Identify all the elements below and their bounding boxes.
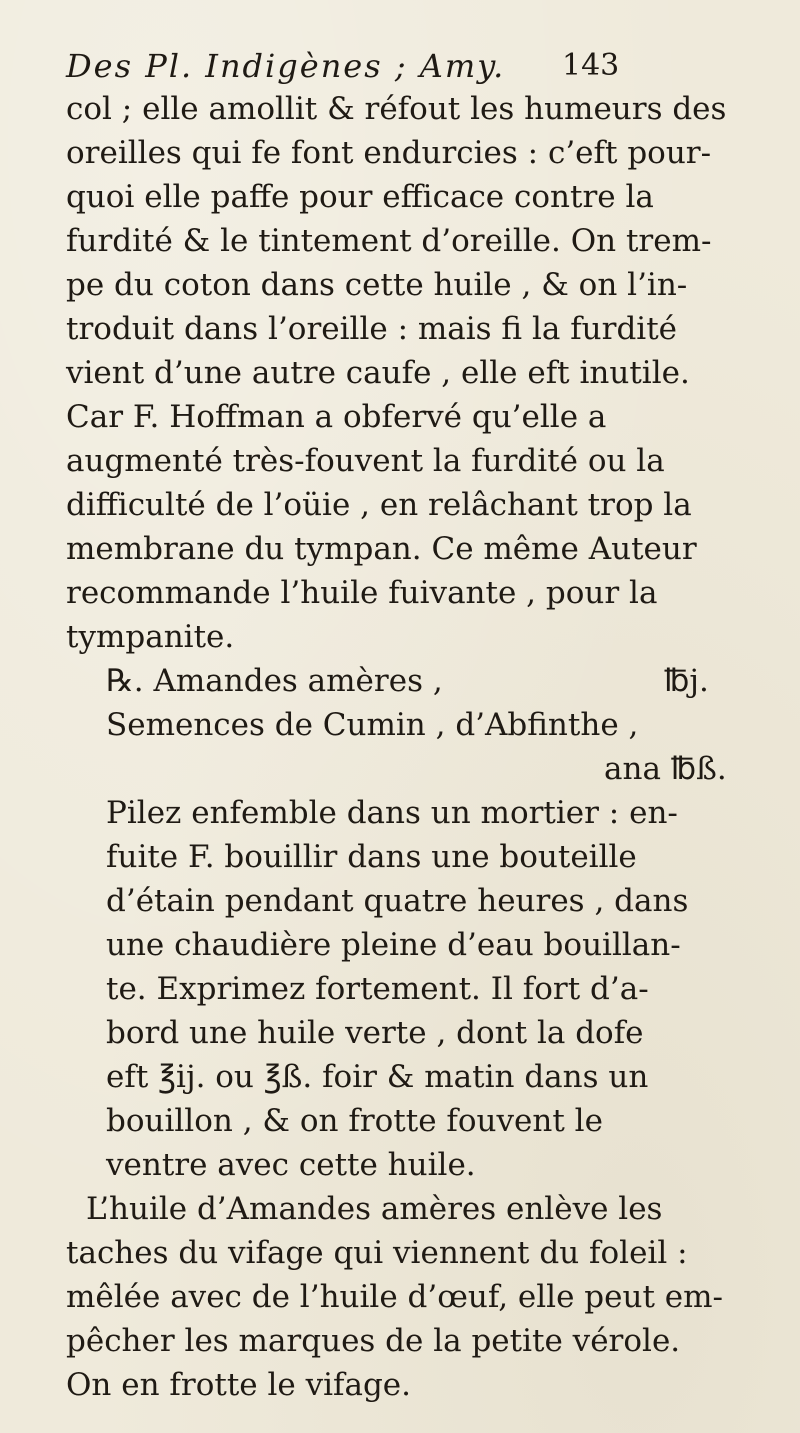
text-line: Car F. Hoffman a obfervé qu’elle a	[66, 399, 607, 435]
recipe-line: ℞. Amandes amères ,	[106, 663, 443, 699]
text-line: bouillon , & on frotte fouvent le	[106, 1103, 603, 1139]
text-line: col ; elle amollit & réfout les humeurs des	[66, 91, 727, 127]
text-line: quoi elle paffe pour efficace contre la	[66, 179, 654, 215]
recipe-line: Semences de Cumin , d’Abfinthe ,	[106, 707, 639, 743]
text-line: bord une huile verte , dont la dofe	[106, 1015, 644, 1051]
text-line: On en frotte le vifage.	[66, 1367, 412, 1403]
running-header: Des Pl. Indigènes ; Amy.	[66, 47, 506, 85]
text-line: oreilles qui fe font endurcies : c’eft pour-	[66, 135, 712, 171]
text-line: pe du coton dans cette huile , & on l’in-	[66, 267, 688, 303]
text-line: taches du vifage qui viennent du foleil :	[66, 1235, 688, 1271]
text-line: difficulté de l’oüie , en relâchant trop la	[66, 487, 692, 523]
text-line: ventre avec cette huile.	[106, 1147, 476, 1183]
text-line: recommande l’huile fuivante , pour la	[66, 575, 658, 611]
text-line: augmenté très-fouvent la furdité ou la	[66, 443, 665, 479]
text-line: tympanite.	[66, 619, 235, 655]
text-line: fuite F. bouillir dans une bouteille	[106, 839, 637, 875]
text-line: furdité & le tintement d’oreille. On trem-	[66, 223, 712, 259]
recipe-quantity: ana ℔ß.	[604, 751, 727, 787]
text-line: membrane du tympan. Ce même Auteur	[66, 531, 697, 567]
text-line: pêcher les marques de la petite vérole.	[66, 1323, 681, 1359]
recipe-quantity: ℔j.	[664, 663, 709, 699]
text-line: d’étain pendant quatre heures , dans	[106, 883, 689, 919]
text-line: une chaudière pleine d’eau bouillan-	[106, 927, 681, 963]
page-number: 143	[562, 48, 620, 83]
text-line: te. Exprimez fortement. Il fort d’a-	[106, 971, 649, 1007]
text-line: mêlée avec de l’huile d’œuf, elle peut em-	[66, 1279, 723, 1315]
text-line: eft ℥ij. ou ℥ß. foir & matin dans un	[106, 1059, 649, 1095]
text-line: vient d’une autre caufe , elle eft inutile.	[66, 355, 690, 391]
text-line: L’huile d’Amandes amères enlève les	[86, 1191, 663, 1227]
text-line: troduit dans l’oreille : mais fi la furdité	[66, 311, 678, 347]
text-line: Pilez enfemble dans un mortier : en-	[106, 795, 678, 831]
